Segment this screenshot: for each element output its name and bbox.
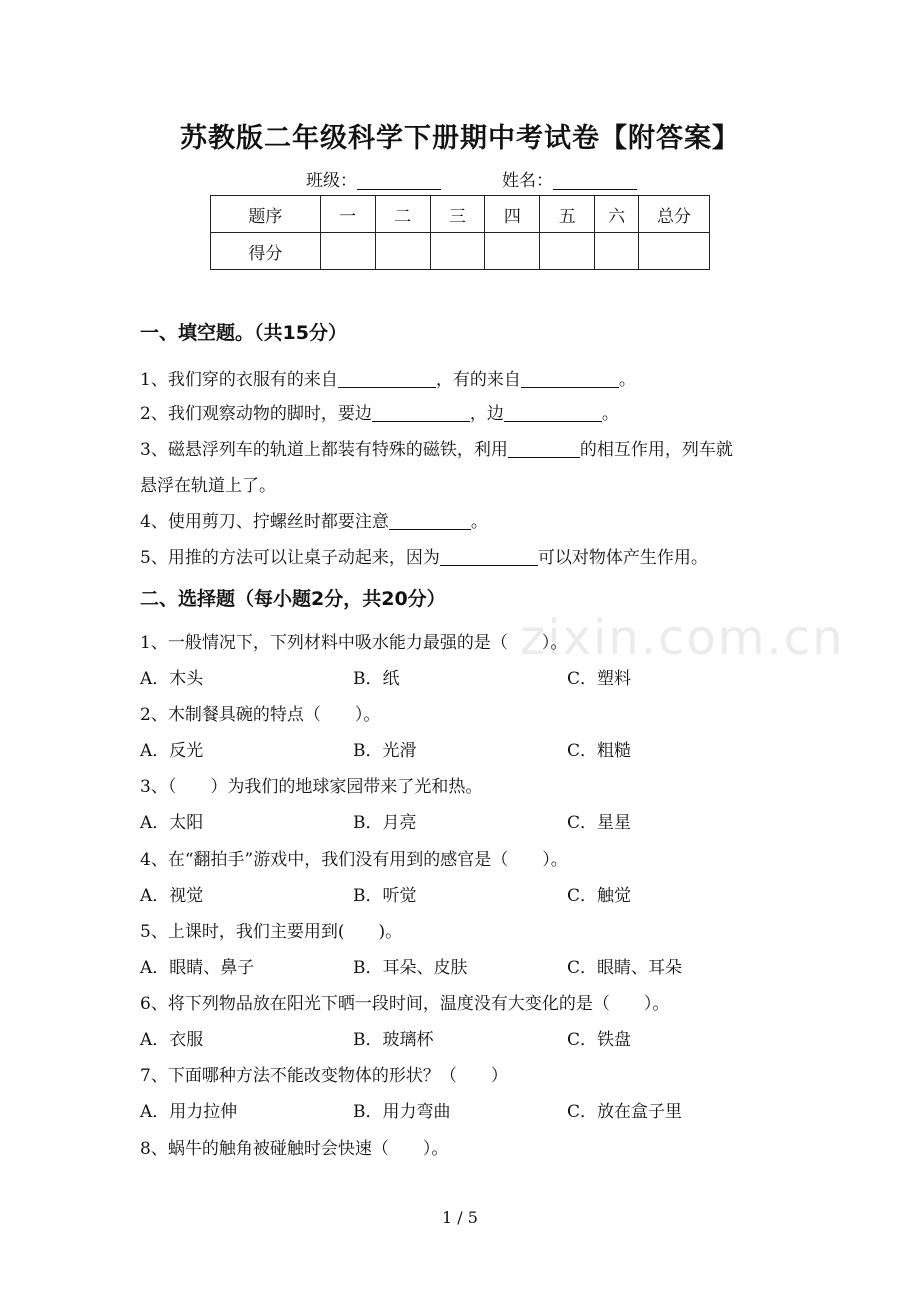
answer-blank[interactable] xyxy=(504,405,602,422)
score-cell[interactable] xyxy=(430,233,485,270)
score-cell[interactable] xyxy=(595,233,639,270)
section1-heading: 一、填空题。（共15分） xyxy=(140,322,347,344)
question-text: 5、用推的方法可以让桌子动起来，因为 xyxy=(140,548,440,568)
choice-question-stem: 6、将下列物品放在阳光下晒一段时间，温度没有大变化的是（ ）。 xyxy=(140,994,670,1014)
page-title: 苏教版二年级科学下册期中考试卷【附答案】 xyxy=(180,123,740,154)
name-label: 姓名： xyxy=(502,171,553,191)
question-text: 1、我们穿的衣服有的来自 xyxy=(140,370,338,390)
answer-blank[interactable] xyxy=(372,405,470,422)
section2-heading: 二、选择题（每小题2分，共20分） xyxy=(140,588,446,610)
score-cell[interactable] xyxy=(639,233,710,270)
choice-option-b[interactable]: B．耳朵、皮肤 xyxy=(353,958,468,978)
score-header-cell: 题序 xyxy=(211,196,321,233)
score-header-cell: 三 xyxy=(430,196,485,233)
choice-question-stem: 3、（ ）为我们的地球家园带来了光和热。 xyxy=(140,777,483,797)
choice-option-a[interactable]: A．用力拉伸 xyxy=(140,1102,238,1122)
score-cell[interactable] xyxy=(320,233,375,270)
choice-option-b[interactable]: B．听觉 xyxy=(353,886,417,906)
fill-question-4 xyxy=(140,507,488,532)
choice-option-a[interactable]: A．视觉 xyxy=(140,886,204,906)
choice-question-stem: 7、下面哪种方法不能改变物体的形状？（ ） xyxy=(140,1066,508,1086)
score-header-cell: 四 xyxy=(485,196,540,233)
answer-blank[interactable] xyxy=(440,549,538,566)
class-blank[interactable] xyxy=(357,171,441,190)
choice-option-a[interactable]: A．眼睛、鼻子 xyxy=(140,958,255,978)
score-row-label: 得分 xyxy=(211,233,321,270)
score-cell[interactable] xyxy=(540,233,595,270)
choice-option-c[interactable]: C．铁盘 xyxy=(567,1030,632,1050)
watermark: zixin.com.cn xyxy=(520,610,845,666)
choice-option-b[interactable]: B．纸 xyxy=(353,669,400,689)
choice-option-c[interactable]: C．放在盒子里 xyxy=(567,1102,683,1122)
choice-option-b[interactable]: B．光滑 xyxy=(353,741,417,761)
choice-option-a[interactable]: A．木头 xyxy=(140,669,204,689)
fill-question-3-cont: 悬浮在轨道上了。 xyxy=(140,476,276,496)
score-table-header-row xyxy=(211,196,710,233)
choice-option-c[interactable]: C．星星 xyxy=(567,813,632,833)
score-cell[interactable] xyxy=(375,233,430,270)
fill-question-2 xyxy=(140,399,619,424)
score-cell[interactable] xyxy=(485,233,540,270)
question-text: ，边 xyxy=(469,404,504,424)
page-number: 1 / 5 xyxy=(442,1208,478,1227)
question-text: 。 xyxy=(601,404,619,424)
choice-option-c[interactable]: C．眼睛、耳朵 xyxy=(567,958,683,978)
choice-question-stem: 4、在“翻拍手”游戏中，我们没有用到的感官是（ ）。 xyxy=(140,850,568,870)
answer-blank[interactable] xyxy=(338,371,436,388)
question-text: 4、使用剪刀、拧螺丝时都要注意 xyxy=(140,512,389,532)
choice-option-c[interactable]: C．塑料 xyxy=(567,669,632,689)
choice-question-stem: 1、一般情况下，下列材料中吸水能力最强的是（ ）。 xyxy=(140,633,568,653)
question-text: ，有的来自 xyxy=(435,370,521,390)
choice-option-b[interactable]: B．用力弯曲 xyxy=(353,1102,451,1122)
score-table-row xyxy=(211,233,710,270)
choice-question-stem: 2、木制餐具碗的特点（ ）。 xyxy=(140,705,381,725)
class-label: 班级： xyxy=(306,171,357,191)
choice-option-a[interactable]: A．太阳 xyxy=(140,813,204,833)
question-text: 。 xyxy=(618,370,636,390)
score-header-cell: 六 xyxy=(595,196,639,233)
choice-option-a[interactable]: A．衣服 xyxy=(140,1030,204,1050)
fill-question-1 xyxy=(140,365,636,390)
choice-option-b[interactable]: B．玻璃杯 xyxy=(353,1030,434,1050)
answer-blank[interactable] xyxy=(521,371,619,388)
choice-question-stem: 8、蜗牛的触角被碰触时会快速（ ）。 xyxy=(140,1139,449,1159)
question-text: 可以对物体产生作用。 xyxy=(537,548,708,568)
score-header-cell: 二 xyxy=(375,196,430,233)
choice-question-stem: 5、上课时，我们主要用到( )。 xyxy=(140,922,403,942)
score-header-cell: 五 xyxy=(540,196,595,233)
question-text: 2、我们观察动物的脚时，要边 xyxy=(140,404,372,424)
class-field xyxy=(306,166,441,191)
fill-question-5 xyxy=(140,543,708,568)
score-table xyxy=(210,195,710,270)
question-text: 的相互作用，列车就 xyxy=(579,440,733,460)
name-blank[interactable] xyxy=(553,171,637,190)
question-text: 。 xyxy=(470,512,488,532)
score-header-cell: 总分 xyxy=(639,196,710,233)
name-field xyxy=(502,166,637,191)
question-text: 3、磁悬浮列车的轨道上都装有特殊的磁铁，利用 xyxy=(140,440,508,460)
answer-blank[interactable] xyxy=(508,441,580,458)
choice-option-a[interactable]: A．反光 xyxy=(140,741,204,761)
choice-option-c[interactable]: C．粗糙 xyxy=(567,741,632,761)
choice-option-b[interactable]: B．月亮 xyxy=(353,813,417,833)
choice-option-c[interactable]: C．触觉 xyxy=(567,886,632,906)
answer-blank[interactable] xyxy=(389,513,471,530)
fill-question-3 xyxy=(140,435,733,460)
score-header-cell: 一 xyxy=(320,196,375,233)
